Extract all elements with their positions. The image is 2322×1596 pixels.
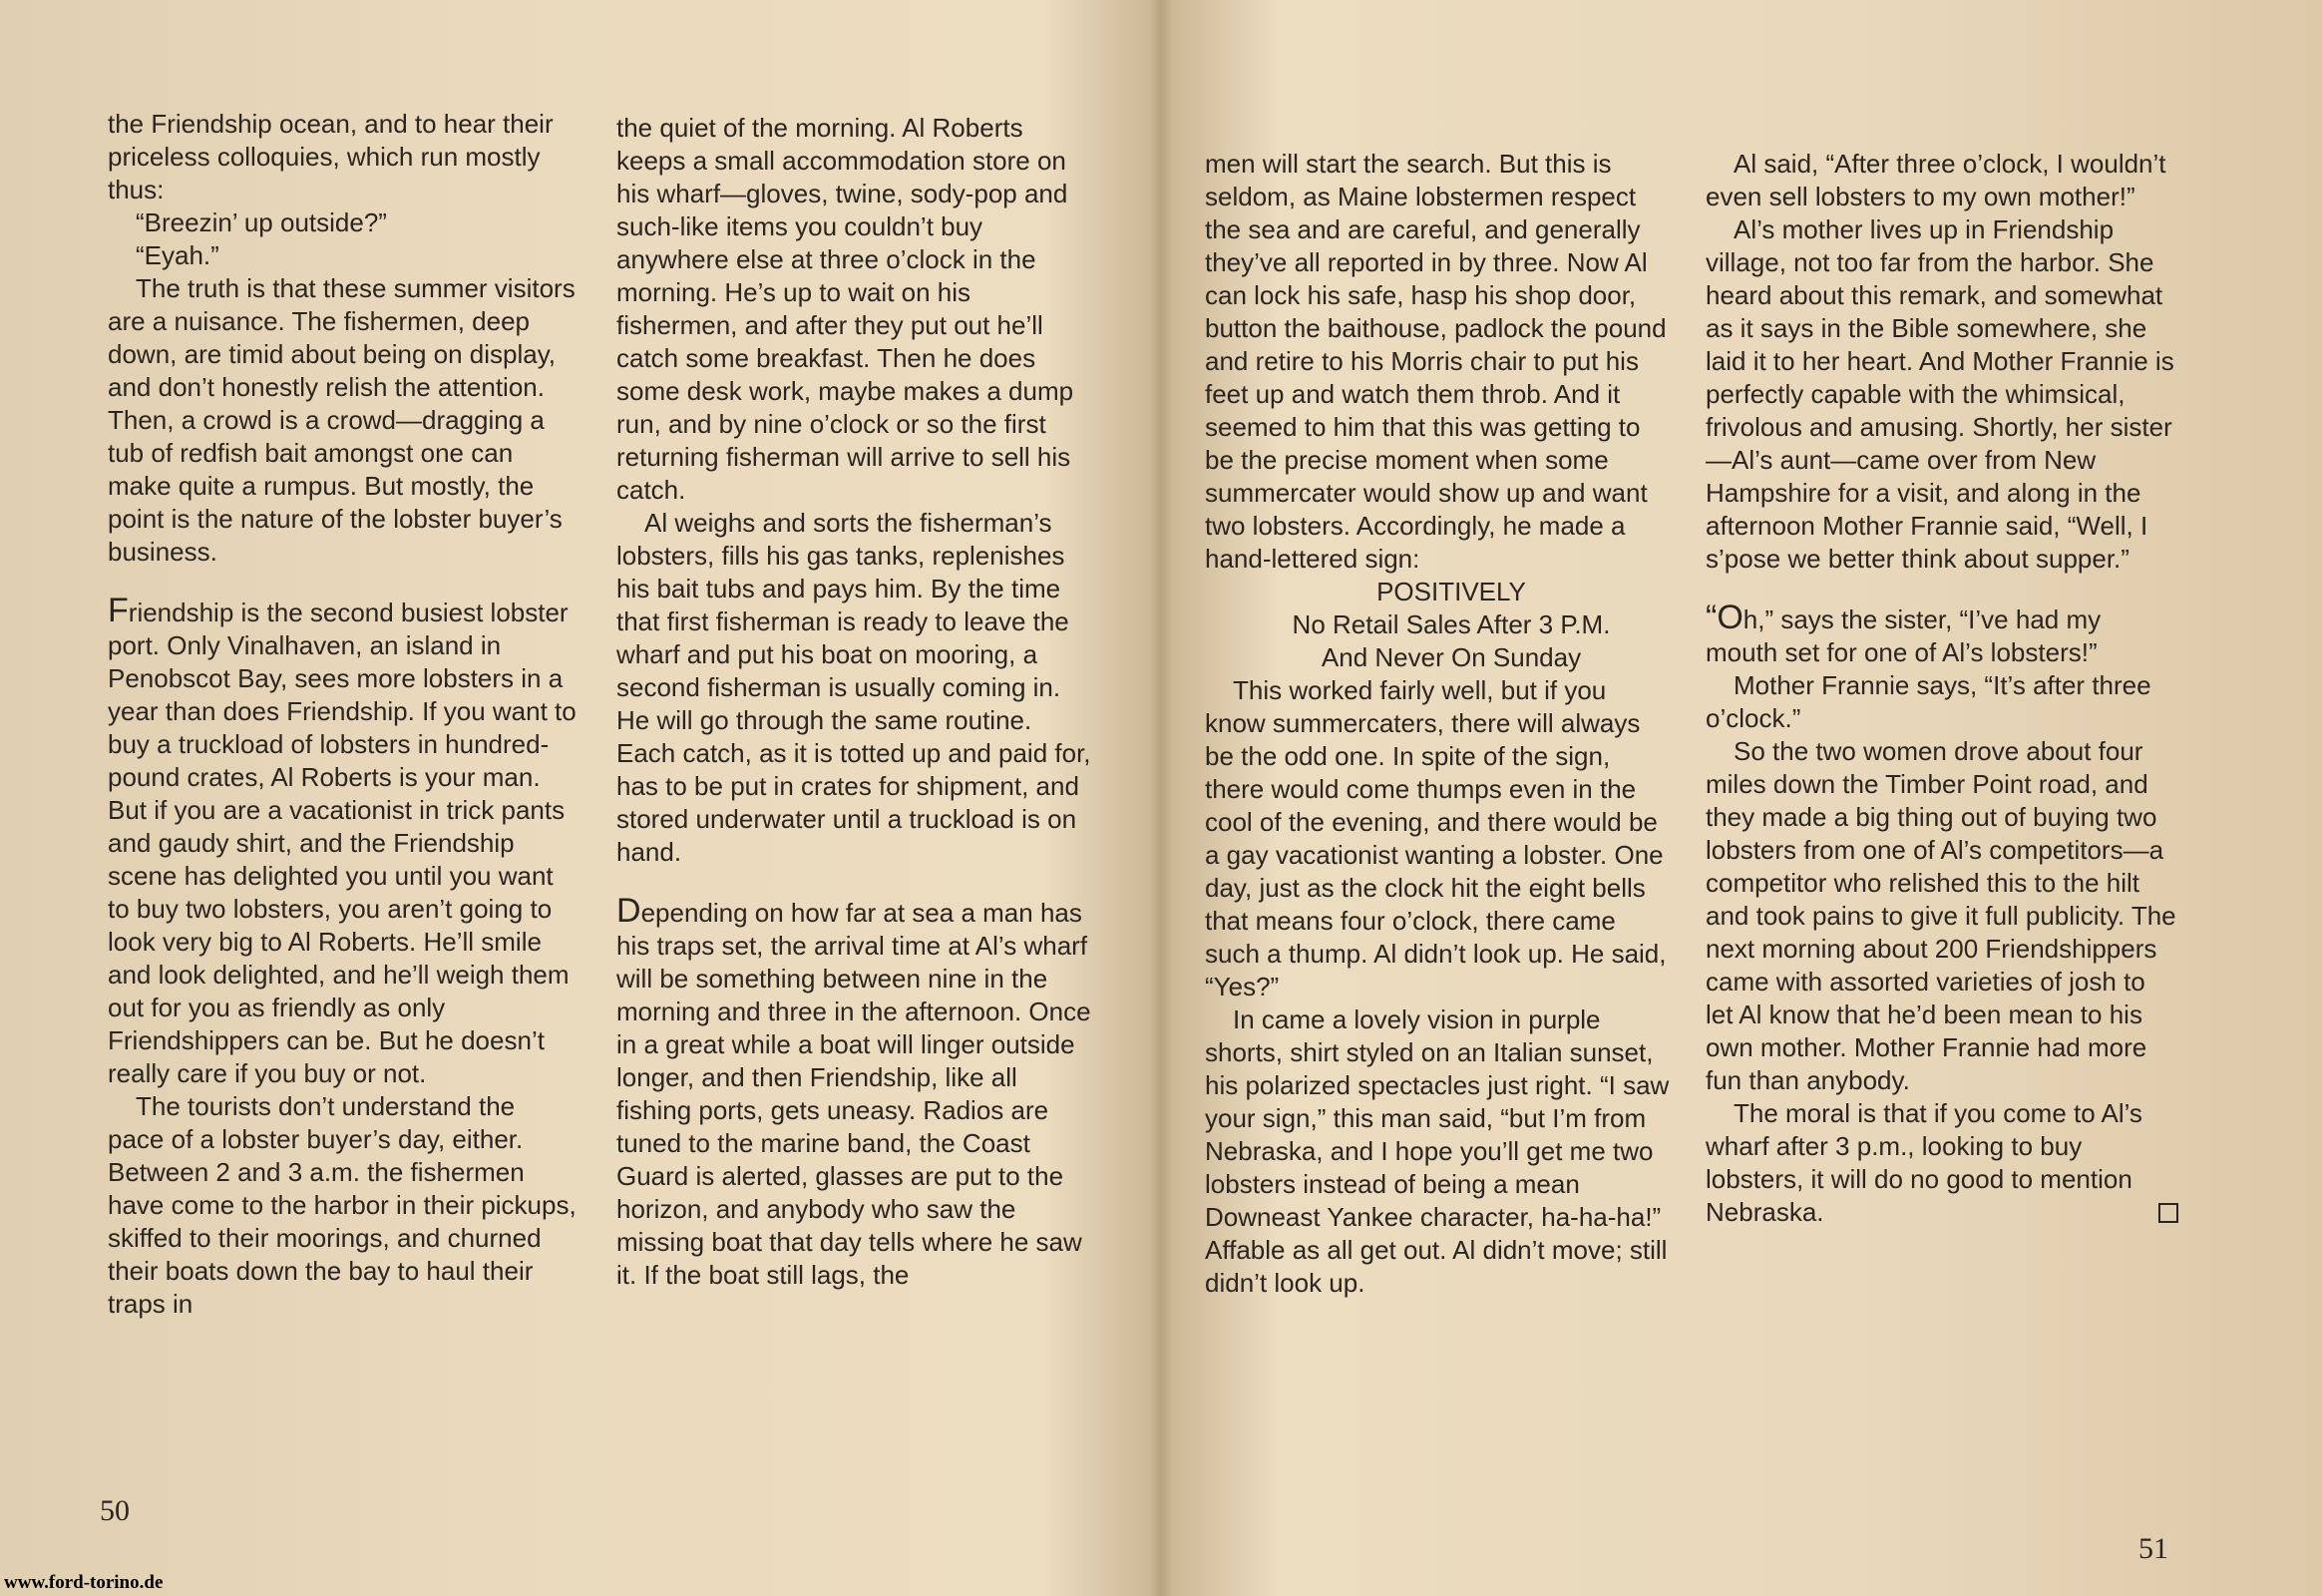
section-paragraph	[108, 592, 577, 1090]
page-number: 51	[2138, 1532, 2168, 1565]
paragraph: “Breezin’ up outside?”	[136, 207, 387, 237]
paragraph: Al weighs and sorts the fisherman’s lobsters, fills his gas tanks, replenishes his bait tubs and pays him. By the time that first fisherman is ready to leave the wharf and put his boat on mooring, a second fisherman is usually coming in. He will go through the same routine. Each catch, as it is totted up and paid for, has to be put in crates for shipment, and stored underwater until a truckload is on hand.	[616, 508, 1091, 867]
section-paragraph	[616, 892, 1091, 1292]
paragraph-text: epending on how far at sea a man has his traps set, the arrival time at Al’s wharf will be something between nine in the morning and three in the afternoon. Once in a great while a boat will linger outside longer, and then Friendship, like all fishing ports, gets uneasy. Radios are tuned to the marine band, the Coast Guard is alerted, glasses are put to the horizon, and anybody who saw the missing boat that day tells where he saw it. If the boat still lags, the	[616, 898, 1091, 1290]
sign-line: No Retail Sales After 3 P.M.	[1292, 609, 1611, 639]
section-paragraph	[1706, 598, 2178, 669]
paragraph: Al’s mother lives up in Friendship village, not too far from the harbor. She heard about this remark, and somewhat as it says in the Bible somewhere, she laid it to her heart. And Mother Frannie is perfectly capable with the whimsical, frivolous and amusing. Shortly, her sister—Al’s aunt—came over from New Hampshire for a visit, and along in the afternoon Mother Frannie said, “Well, I s’pose we better think about supper.”	[1706, 214, 2174, 574]
end-mark-icon	[2158, 1203, 2178, 1223]
left-column-1	[108, 108, 577, 1321]
paragraph: the Friendship ocean, and to hear their priceless colloquies, which run mostly thus:	[108, 109, 554, 204]
paragraph: Al said, “After three o’clock, I wouldn’t even sell lobsters to my own mother!”	[1706, 149, 2166, 211]
paragraph: men will start the search. But this is seldom, as Maine lobstermen respect the sea and are careful, and generally they’ve all reported in by three. Now Al can lock his safe, hasp his shop door, button the baithouse, padlock the pound and retire to his Morris chair to put his feet up and watch them throb. And it seemed to him that this was getting to be the precise moment when some summercater would show up and want two lobsters. Accordingly, he made a hand-lettered sign:	[1205, 149, 1667, 574]
paragraph: So the two women drove about four miles down the Timber Point road, and they made a big thing out of buying two lobsters from one of Al’s competitors—a competitor who relished this to the hilt and took pains to give it full publicity. The next morning about 200 Friendshippers came with assorted varieties of josh to let Al know that he’d been mean to his own mother. Mother Frannie had more fun than anybody.	[1706, 736, 2176, 1095]
paragraph: Mother Frannie says, “It’s after three o’clock.”	[1706, 670, 2151, 733]
left-page	[0, 0, 1157, 1596]
paragraph-text: h,” says the sister, “I’ve had my mouth set for one of Al’s lobsters!”	[1706, 604, 2102, 667]
watermark: www.ford-torino.de	[4, 1572, 164, 1593]
sign-line: POSITIVELY	[1376, 577, 1526, 606]
initial-letter: F	[108, 592, 129, 629]
paragraph: “Eyah.”	[136, 240, 219, 270]
paragraph	[1706, 1097, 2178, 1229]
left-column-2	[616, 112, 1091, 1292]
right-page	[1165, 0, 2322, 1596]
paragraph-text: riendship is the second busiest lobster port. Only Vinalhaven, an island in Penobscot Bay, sees more lobsters in a year than does Friendship. If you want to buy a truckload of lobsters in hundred-pound crates, Al Roberts is your man. But if you are a vacationist in trick pants and gaudy shirt, and the Friendship scene has delighted you until you want to buy two lobsters, you aren’t going to look very big to Al Roberts. He’ll smile and look delighted, and he’ll weigh them out for you as friendly as only Friendshippers can be. But he doesn’t really care if you buy or not.	[108, 598, 577, 1088]
sign-line: And Never On Sunday	[1321, 642, 1582, 672]
paragraph: In came a lovely vision in purple shorts, shirt styled on an Italian sunset, his polarized spectacles just right. “I saw your sign,” this man said, “but I’m from Nebraska, and I hope you’ll get me two lobsters instead of being a mean Downeast Yankee character, ha-ha-ha!” Affable as all get out. Al didn’t move; still didn’t look up.	[1205, 1004, 1670, 1298]
paragraph: the quiet of the morning. Al Roberts keeps a small accommodation store on his wharf—gloves, twine, sody-pop and such-like items you couldn’t buy anywhere else at three o’clock in the morning. He’s up to wait on his fishermen, and after they put out he’ll catch some breakfast. Then he does some desk work, maybe makes a dump run, and by nine o’clock or so the first returning fisherman will arrive to sell his catch.	[616, 113, 1074, 505]
right-column-2	[1706, 148, 2178, 1229]
initial-letter: “O	[1706, 598, 1743, 636]
paragraph: The truth is that these summer visitors are a nuisance. The fishermen, deep down, are timid about being on display, and don’t honestly relish the attention. Then, a crowd is a crowd—dragging a tub of redfish bait amongst one can make quite a rumpus. But mostly, the point is the nature of the lobster buyer’s business.	[108, 273, 576, 567]
paragraph: This worked fairly well, but if you know summercaters, there will always be the odd one. In spite of the sign, there would come thumps even in the cool of the evening, and there would be a gay vacationist wanting a lobster. One day, just as the clock hit the eight bells that means four o’clock, there came such a thump. Al didn’t look up. He said, “Yes?”	[1205, 675, 1667, 1001]
initial-letter: D	[616, 892, 641, 930]
right-column-1	[1205, 148, 1670, 1300]
paragraph: The tourists don’t understand the pace of a lobster buyer’s day, either. Between 2 and 3 a.m. the fishermen have come to the harbor in their pickups, skiffed to their moorings, and churned their boats down the bay to haul their traps in	[108, 1091, 577, 1319]
page-number: 50	[100, 1494, 130, 1527]
paragraph-text: The moral is that if you come to Al’s wharf after 3 p.m., looking to buy lobsters, it will do no good to mention Nebraska.	[1706, 1098, 2142, 1227]
